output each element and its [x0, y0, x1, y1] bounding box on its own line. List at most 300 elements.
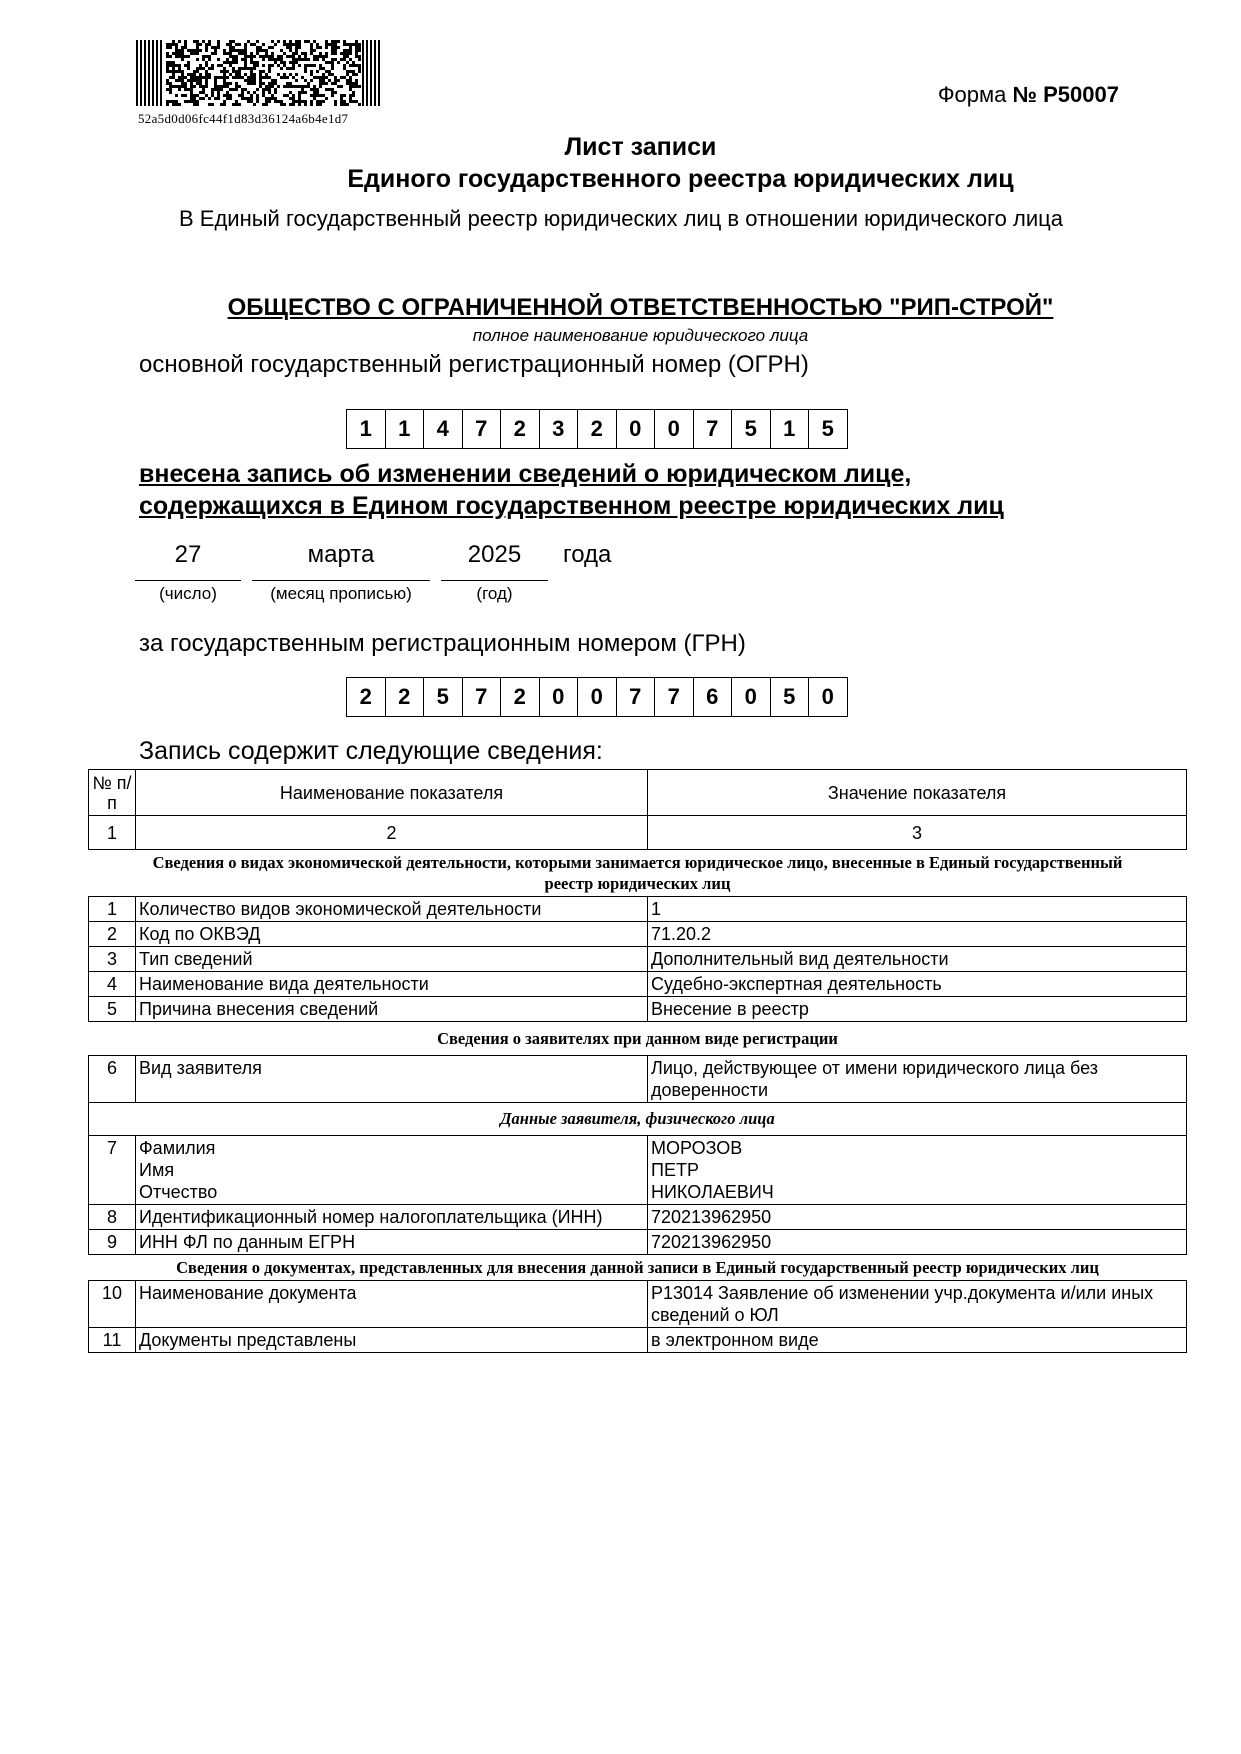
table-row [89, 897, 1187, 922]
barcode-module [349, 94, 352, 97]
header-indicator-name: Наименование показателя [136, 770, 648, 816]
barcode-module [262, 43, 265, 46]
subsection-title: Данные заявителя, физического лица [89, 1103, 1187, 1136]
barcode-module [229, 73, 232, 76]
barcode-module [358, 46, 361, 49]
barcode-module [340, 76, 343, 79]
barcode-module [205, 61, 208, 64]
barcode-module [196, 52, 199, 55]
barcode-module [262, 58, 265, 61]
barcode-module [166, 55, 169, 58]
barcode-module [214, 82, 217, 85]
barcode-module [331, 91, 334, 94]
barcode-module [268, 76, 271, 79]
barcode-module [235, 58, 238, 61]
barcode-module [217, 43, 220, 46]
barcode-module [253, 79, 256, 82]
barcode-module [208, 73, 211, 76]
barcode-module [256, 88, 259, 91]
barcode-module [340, 58, 343, 61]
barcode-module [169, 46, 172, 49]
barcode-module [223, 82, 226, 85]
barcode-module [319, 76, 322, 79]
barcode-module [268, 97, 271, 100]
barcode-module [358, 85, 361, 88]
barcode-module [334, 43, 337, 46]
form-number [938, 82, 1119, 108]
barcode-module [337, 79, 340, 82]
barcode-module [322, 55, 325, 58]
barcode-module [172, 100, 175, 103]
table-row [89, 1056, 1187, 1103]
barcode-module [232, 55, 235, 58]
barcode-module [265, 55, 268, 58]
barcode-module [208, 43, 211, 46]
barcode-module [226, 94, 229, 97]
barcode-module [214, 52, 217, 55]
barcode-module [289, 103, 292, 106]
change-statement [139, 458, 1004, 522]
barcode-module [265, 76, 268, 79]
barcode-module [328, 70, 331, 73]
barcode-module [307, 40, 310, 43]
barcode-module [319, 100, 322, 103]
barcode-module [166, 79, 169, 82]
barcode-module [355, 73, 358, 76]
barcode-module [190, 49, 193, 52]
barcode-module [199, 49, 202, 52]
barcode-module [268, 100, 271, 103]
barcode-module [241, 97, 244, 100]
digit-box: 1 [771, 409, 810, 449]
date-day: 27 [174, 541, 202, 568]
barcode-module [190, 82, 193, 85]
barcode-module [280, 76, 283, 79]
barcode-module [232, 46, 235, 49]
barcode-module [205, 82, 208, 85]
barcode-module [244, 61, 247, 64]
barcode-module [298, 100, 301, 103]
barcode-module [346, 49, 349, 52]
barcode-module [187, 73, 190, 76]
row-indicator-name: Наименование документа [136, 1281, 648, 1328]
barcode-module [178, 64, 181, 67]
barcode-module [175, 85, 178, 88]
barcode-module [193, 100, 196, 103]
barcode-module [310, 70, 313, 73]
barcode-module [316, 55, 319, 58]
change-statement-line1: внесена запись об изменении сведений о юридическом лице, [139, 460, 912, 488]
barcode-module [232, 49, 235, 52]
barcode-module [199, 91, 202, 94]
barcode-module [262, 88, 265, 91]
barcode-module [181, 76, 184, 79]
barcode-module [250, 94, 253, 97]
barcode-module [307, 58, 310, 61]
barcode-module [349, 85, 352, 88]
barcode-module [217, 58, 220, 61]
barcode-module [298, 97, 301, 100]
barcode-module [184, 100, 187, 103]
row-number: 2 [89, 922, 136, 947]
barcode-module [286, 55, 289, 58]
barcode-module [334, 49, 337, 52]
barcode-module [238, 67, 241, 70]
barcode-module [331, 40, 334, 43]
barcode-module [358, 49, 361, 52]
barcode-module [319, 52, 322, 55]
barcode-module [190, 91, 193, 94]
barcode-module [292, 52, 295, 55]
barcode-module [313, 94, 316, 97]
barcode-module [259, 73, 262, 76]
barcode-module [316, 46, 319, 49]
barcode-module [268, 91, 271, 94]
barcode-module [310, 100, 313, 103]
barcode-module [283, 43, 286, 46]
row-number: 11 [89, 1328, 136, 1353]
barcode-module [184, 55, 187, 58]
row-number: 7 [89, 1136, 136, 1205]
barcode-module [169, 88, 172, 91]
date-year-caption: (год) [476, 584, 513, 603]
barcode-module [268, 64, 271, 67]
surname-label: Фамилия [139, 1138, 216, 1158]
barcode-module [316, 58, 319, 61]
barcode-module [283, 73, 286, 76]
barcode-module [349, 82, 352, 85]
barcode-module [196, 103, 199, 106]
barcode-module [250, 43, 253, 46]
barcode-module [193, 85, 196, 88]
row-indicator-value: Р13014 Заявление об изменении учр.документа и/или иных сведений о ЮЛ [648, 1281, 1187, 1328]
barcode-module [349, 70, 352, 73]
barcode-module [196, 43, 199, 46]
barcode-module [232, 103, 235, 106]
barcode-module [172, 73, 175, 76]
barcode-module [232, 58, 235, 61]
barcode-module [259, 82, 262, 85]
barcode-module [310, 46, 313, 49]
barcode-module [181, 46, 184, 49]
barcode-module [211, 94, 214, 97]
barcode-module [292, 67, 295, 70]
barcode-module [181, 52, 184, 55]
barcode-module [253, 43, 256, 46]
barcode-module [256, 49, 259, 52]
barcode-module [301, 76, 304, 79]
barcode-module [313, 58, 316, 61]
barcode-module [307, 64, 310, 67]
barcode-module [220, 88, 223, 91]
barcode-module [166, 103, 169, 106]
barcode-module [355, 46, 358, 49]
barcode-module [265, 100, 268, 103]
barcode-module [172, 103, 175, 106]
barcode-module [331, 64, 334, 67]
barcode-module [220, 103, 223, 106]
barcode-module [169, 82, 172, 85]
barcode-module [238, 49, 241, 52]
barcode-module [175, 79, 178, 82]
section-title: Сведения о заявителях при данном виде регистрации [89, 1022, 1187, 1056]
barcode-module [199, 64, 202, 67]
barcode-module [313, 40, 316, 43]
barcode-module [166, 43, 169, 46]
barcode-module [214, 46, 217, 49]
barcode-module [331, 73, 334, 76]
index-col-3: 3 [648, 816, 1187, 850]
barcode-module [250, 73, 253, 76]
barcode-module [334, 76, 337, 79]
barcode-module [172, 40, 175, 43]
digit-box: 1 [347, 409, 386, 449]
barcode-module [166, 100, 169, 103]
barcode-module [319, 79, 322, 82]
barcode-bar [156, 40, 158, 106]
barcode-module [244, 73, 247, 76]
barcode-module [244, 55, 247, 58]
index-col-2: 2 [136, 816, 648, 850]
barcode-module [175, 103, 178, 106]
barcode-module [322, 58, 325, 61]
barcode-module [337, 61, 340, 64]
barcode-module [331, 94, 334, 97]
barcode-module [319, 55, 322, 58]
barcode-module [223, 67, 226, 70]
barcode-module [238, 94, 241, 97]
barcode-module [331, 46, 334, 49]
barcode-module [226, 58, 229, 61]
barcode-module [244, 88, 247, 91]
barcode-module [313, 76, 316, 79]
barcode-module [325, 76, 328, 79]
surname-value: МОРОЗОВ [651, 1138, 743, 1158]
barcode-module [304, 55, 307, 58]
barcode-module [346, 79, 349, 82]
barcode-module [334, 103, 337, 106]
barcode-module [274, 43, 277, 46]
barcode-module [238, 52, 241, 55]
barcode-module [298, 64, 301, 67]
barcode-module [253, 91, 256, 94]
barcode-module [355, 55, 358, 58]
barcode-module [268, 67, 271, 70]
barcode-module [298, 58, 301, 61]
barcode-module [313, 91, 316, 94]
barcode-module [334, 91, 337, 94]
digit-box: 5 [424, 677, 463, 717]
row-number: 5 [89, 997, 136, 1022]
barcode-module [313, 97, 316, 100]
barcode-module [184, 46, 187, 49]
barcode-module [352, 85, 355, 88]
barcode-module [352, 100, 355, 103]
barcode-module [205, 64, 208, 67]
barcode-module [202, 85, 205, 88]
table-row [89, 1281, 1187, 1328]
barcode-module [190, 100, 193, 103]
barcode-module [343, 58, 346, 61]
barcode-module [208, 67, 211, 70]
document-rows [89, 1281, 1187, 1353]
patronymic-value: НИКОЛАЕВИЧ [651, 1182, 774, 1202]
barcode-module [286, 43, 289, 46]
barcode-module [280, 49, 283, 52]
barcode-module [283, 85, 286, 88]
barcode-module [223, 61, 226, 64]
barcode-module [205, 70, 208, 73]
barcode-module [343, 40, 346, 43]
barcode-module [187, 67, 190, 70]
barcode-module [349, 88, 352, 91]
barcode-module [355, 40, 358, 43]
document-title-line1: Лист записи [564, 133, 717, 161]
barcode-module [223, 103, 226, 106]
barcode-module [328, 88, 331, 91]
barcode-module [304, 52, 307, 55]
date-year: 2025 [467, 541, 522, 568]
barcode-module [277, 85, 280, 88]
barcode-module [331, 67, 334, 70]
barcode-module [319, 64, 322, 67]
date-month: марта [307, 541, 375, 568]
barcode-module [325, 97, 328, 100]
barcode-module [280, 58, 283, 61]
patronymic-label: Отчество [139, 1182, 218, 1202]
barcode-module [166, 46, 169, 49]
barcode-module [208, 103, 211, 106]
barcode-module [205, 55, 208, 58]
barcode-module [172, 76, 175, 79]
barcode-module [274, 88, 277, 91]
barcode-module [295, 49, 298, 52]
barcode-module [349, 58, 352, 61]
digit-box: 7 [617, 677, 656, 717]
barcode-module [196, 70, 199, 73]
barcode-module [166, 82, 169, 85]
barcode-module [184, 76, 187, 79]
barcode-module [226, 43, 229, 46]
barcode-module [235, 43, 238, 46]
barcode-module [349, 43, 352, 46]
digit-box: 2 [386, 677, 425, 717]
barcode-module [241, 76, 244, 79]
barcode-module [247, 40, 250, 43]
barcode-bar [148, 40, 150, 106]
barcode-module [232, 67, 235, 70]
barcode-module [319, 67, 322, 70]
date-month-line [252, 580, 430, 581]
subsection-header-applicant-person [89, 1103, 1187, 1136]
barcode-module [190, 88, 193, 91]
barcode-module [178, 55, 181, 58]
barcode-module [178, 49, 181, 52]
barcode-module [271, 55, 274, 58]
barcode-module [292, 55, 295, 58]
barcode-module [214, 88, 217, 91]
barcode-module [169, 55, 172, 58]
barcode-module [286, 67, 289, 70]
barcode-module [211, 52, 214, 55]
barcode-module [355, 79, 358, 82]
barcode-module [229, 46, 232, 49]
barcode-module [295, 52, 298, 55]
barcode-module [346, 70, 349, 73]
barcode-module [265, 52, 268, 55]
barcode-module [343, 64, 346, 67]
barcode-module [328, 43, 331, 46]
barcode-bar [370, 40, 372, 106]
barcode-module [319, 94, 322, 97]
barcode-module [340, 100, 343, 103]
barcode-module [289, 82, 292, 85]
barcode-module [232, 76, 235, 79]
barcode-module [340, 97, 343, 100]
barcode-module [328, 73, 331, 76]
barcode-module [223, 79, 226, 82]
barcode-module [352, 61, 355, 64]
barcode-module [172, 67, 175, 70]
barcode-module [283, 40, 286, 43]
barcode-module [202, 91, 205, 94]
barcode-module [175, 52, 178, 55]
barcode-module [334, 46, 337, 49]
barcode-module [196, 49, 199, 52]
barcode-module [268, 58, 271, 61]
barcode-module [250, 70, 253, 73]
barcode-module [301, 52, 304, 55]
barcode-module [244, 97, 247, 100]
barcode-module [283, 61, 286, 64]
barcode-module [313, 64, 316, 67]
barcode-module [193, 97, 196, 100]
barcode-module [190, 52, 193, 55]
barcode-module [286, 76, 289, 79]
row-number: 4 [89, 972, 136, 997]
barcode-module [232, 61, 235, 64]
row-indicator-value: Внесение в реестр [648, 997, 1187, 1022]
barcode-bar [152, 40, 154, 106]
barcode-module [199, 43, 202, 46]
barcode-module [331, 82, 334, 85]
barcode-module [187, 55, 190, 58]
form-prefix: Форма [937, 82, 1007, 107]
barcode-module [166, 52, 169, 55]
table-row [89, 1230, 1187, 1255]
section-title: Сведения о документах, представленных для внесения данной записи в Единый государственный реестр юридических лиц [89, 1255, 1187, 1281]
date-year-line [441, 580, 548, 581]
barcode-module [298, 103, 301, 106]
row-indicator-name: Код по ОКВЭД [136, 922, 648, 947]
barcode-module [220, 76, 223, 79]
barcode-module [310, 49, 313, 52]
barcode-module [271, 82, 274, 85]
barcode-module [343, 52, 346, 55]
barcode-module [226, 82, 229, 85]
barcode-module [211, 103, 214, 106]
barcode-module [169, 61, 172, 64]
barcode-module [223, 85, 226, 88]
row-indicator-value: Дополнительный вид деятельности [648, 947, 1187, 972]
barcode-module [190, 73, 193, 76]
barcode-module [277, 55, 280, 58]
barcode-module [223, 94, 226, 97]
barcode-module [295, 46, 298, 49]
barcode-module [169, 100, 172, 103]
barcode-module [268, 82, 271, 85]
barcode-module [199, 82, 202, 85]
